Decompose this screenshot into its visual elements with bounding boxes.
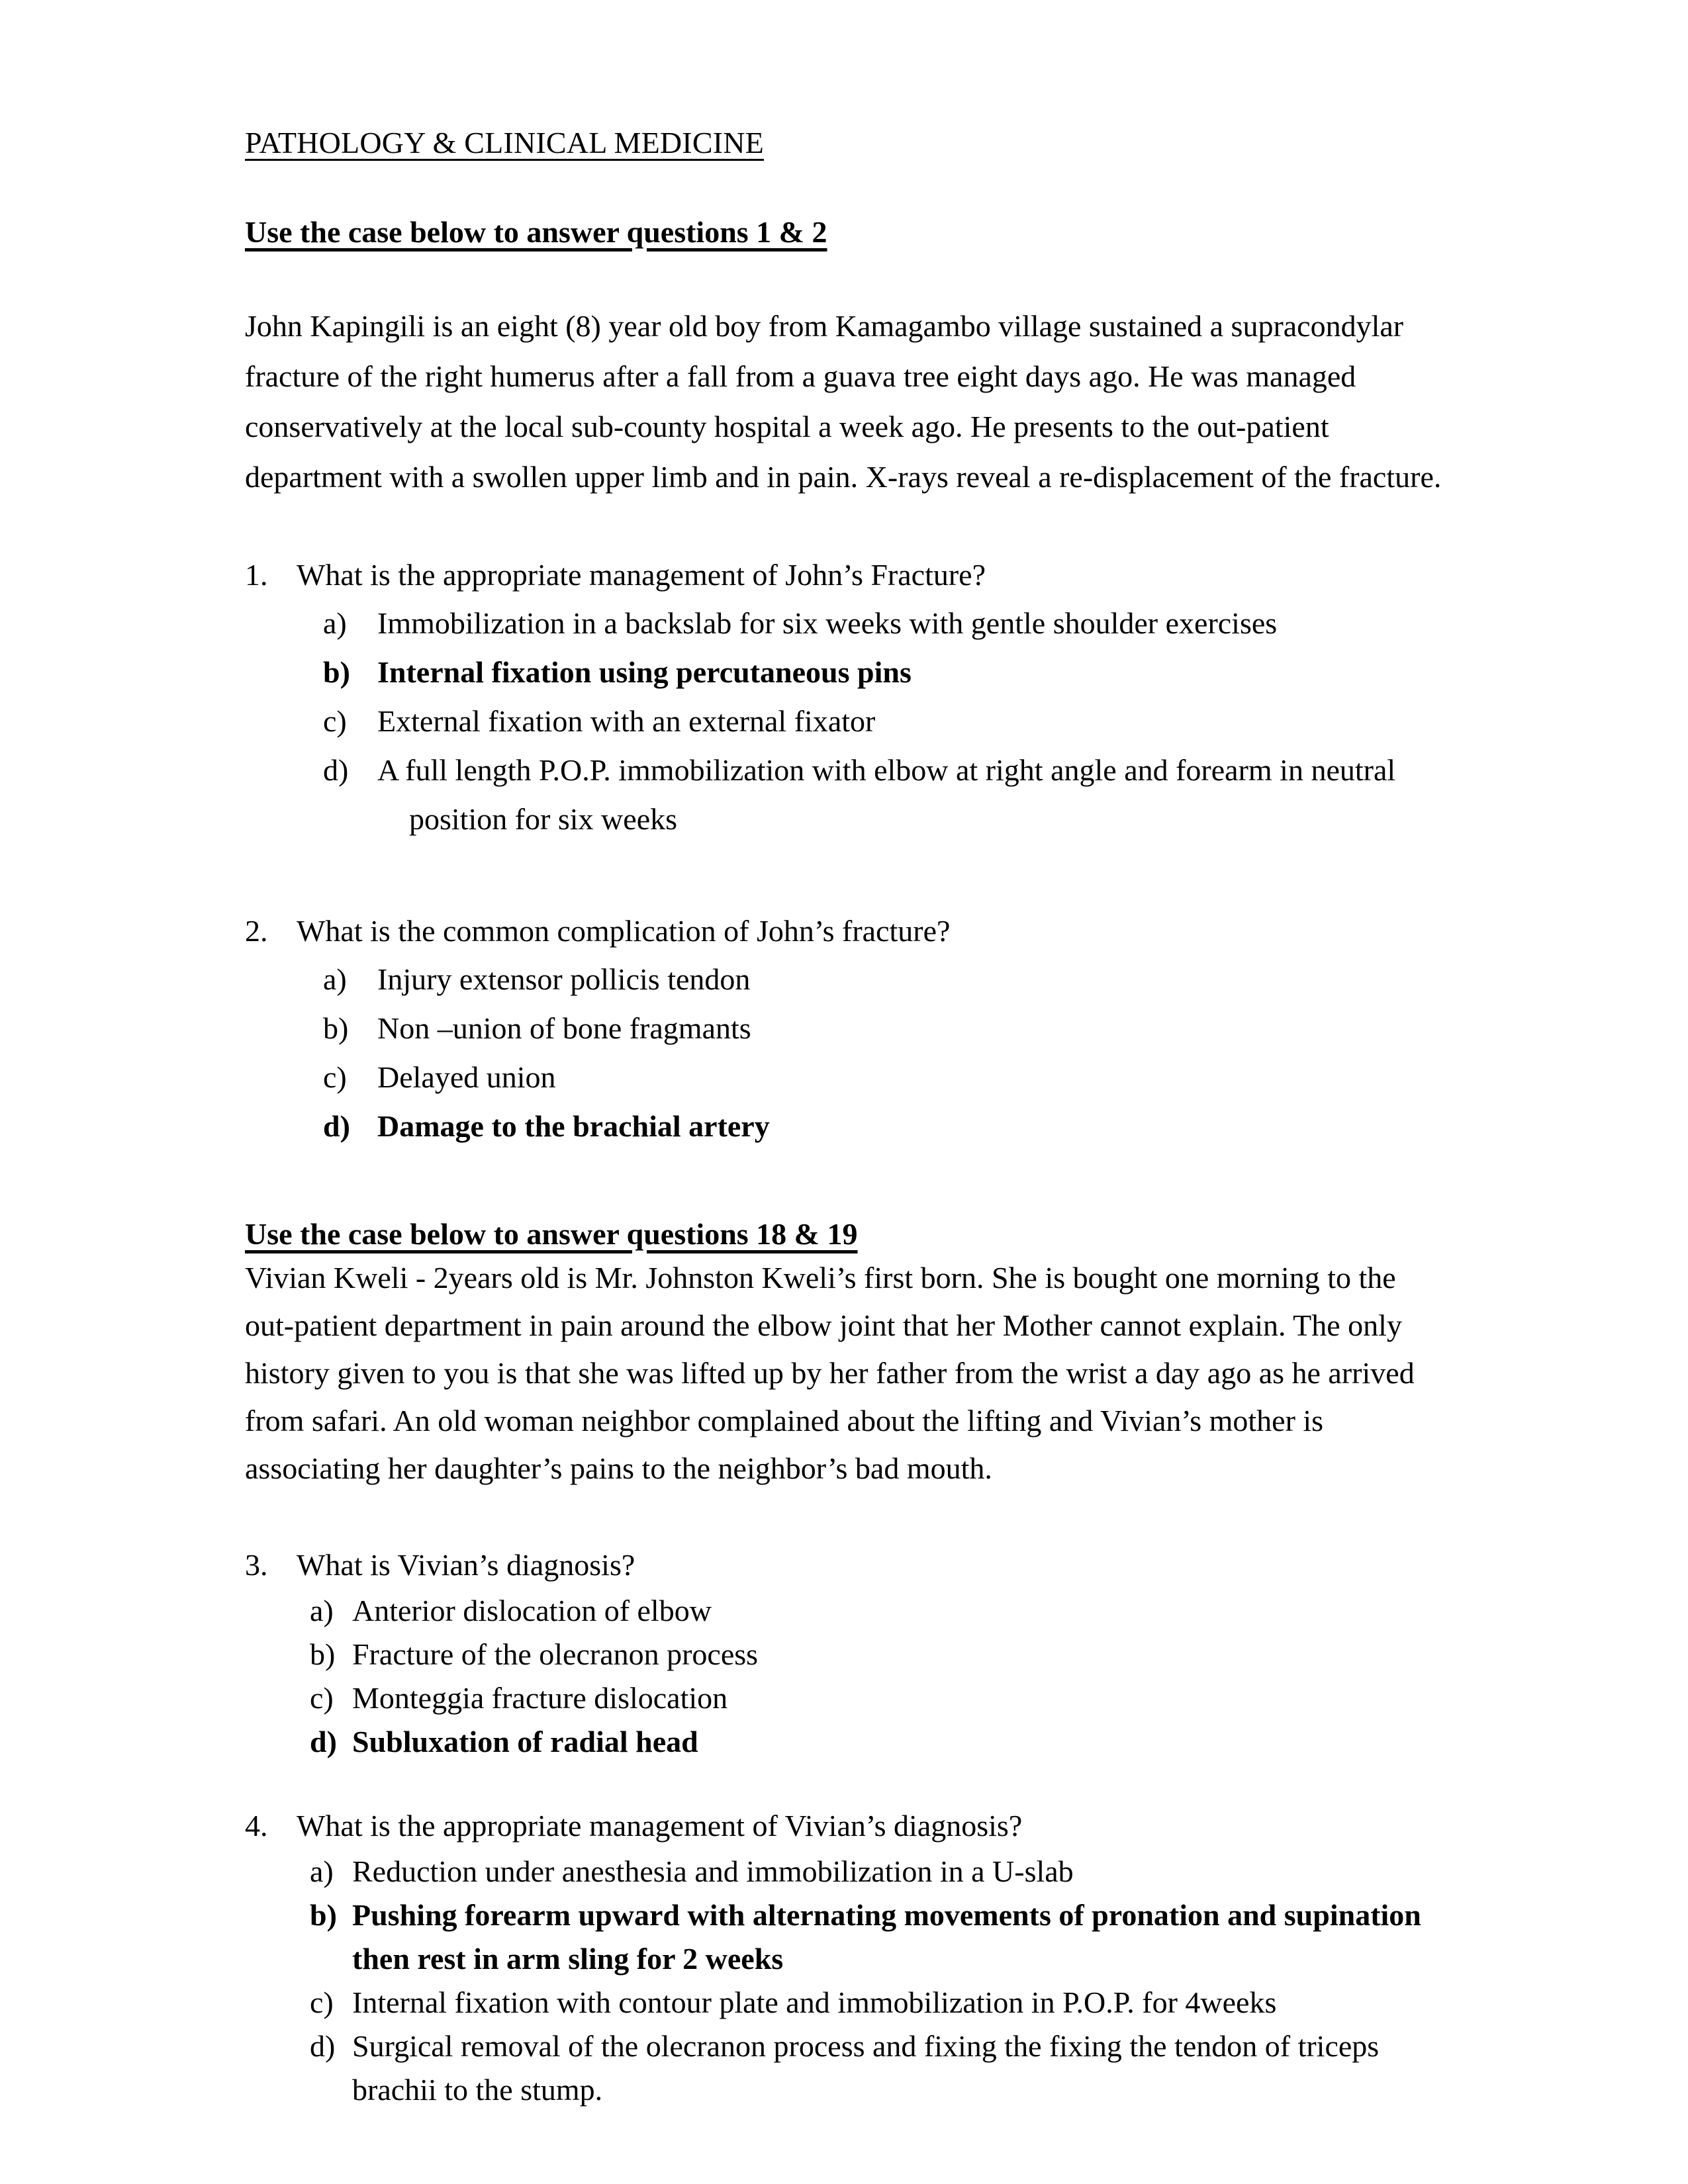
case-heading-1: Use the case below to answer questions 1 & 2: [245, 215, 827, 249]
question-number: 3.: [245, 1548, 268, 1582]
question-stem-1: [245, 551, 1450, 599]
option-item[interactable]: [310, 1633, 1450, 1676]
option-text: Subluxation of radial head: [352, 1725, 698, 1758]
option-letter: b): [323, 1011, 349, 1045]
option-letter: b): [323, 655, 350, 689]
question-block-1: [245, 551, 1450, 844]
question-text: What is the appropriate management of John’s Fracture?: [297, 558, 986, 592]
option-letter: a): [323, 962, 347, 996]
spacer: [245, 1151, 1450, 1214]
option-text: Non –union of bone fragmants: [377, 1011, 751, 1045]
option-text: Internal fixation with contour plate and immobilization in P.O.P. for 4weeks: [352, 1985, 1277, 2019]
spacer: [245, 502, 1450, 551]
option-text: Delayed union: [377, 1060, 556, 1094]
option-letter: d): [310, 1725, 337, 1758]
option-letter: d): [323, 753, 349, 787]
question-stem-2: [245, 907, 1450, 955]
option-item[interactable]: [323, 1004, 1450, 1053]
option-item[interactable]: [323, 1053, 1450, 1102]
option-letter: a): [310, 1854, 334, 1888]
option-list-3: [245, 1589, 1450, 1764]
option-list-1: [245, 599, 1450, 844]
option-text: Pushing forearm upward with alternating movements of pronation and supination then rest in arm sling for 2 weeks: [352, 1898, 1421, 1976]
option-list-4: [245, 1850, 1450, 2112]
question-number: 4.: [245, 1809, 268, 1843]
option-letter: c): [323, 1060, 347, 1094]
option-letter: c): [310, 1681, 334, 1715]
option-item[interactable]: [310, 1589, 1450, 1633]
option-text-line-2: position for six weeks: [409, 802, 678, 836]
option-letter: a): [323, 606, 347, 640]
option-item[interactable]: [310, 1893, 1450, 1981]
page-title: PATHOLOGY & CLINICAL MEDICINE: [245, 126, 764, 159]
case-paragraph-2: Vivian Kweli - 2years old is Mr. Johnston Kweli’s first born. She is bought one morning to the out-patient department in pain around the elbow joint that her Mother cannot explain. The only history given to you is that she was lifted up by her father from the wrist a day ago as he arrived from safari. An old woman neighbor complained about the lifting and Vivian’s mother is associating her daughter’s pains to the neighbor’s bad mouth.: [245, 1261, 1415, 1485]
question-text: What is the common complication of John’s fracture?: [297, 914, 951, 948]
question-text: What is the appropriate management of Vivian’s diagnosis?: [297, 1809, 1023, 1843]
question-number: 2.: [245, 914, 268, 948]
option-letter: c): [310, 1985, 334, 2019]
option-item[interactable]: [310, 1850, 1450, 1893]
option-letter: b): [310, 1898, 337, 1932]
option-item[interactable]: [323, 955, 1450, 1004]
spacer: [245, 163, 1450, 212]
option-text: Fracture of the olecranon process: [352, 1637, 759, 1671]
case-heading-2: Use the case below to answer questions 18 & 19: [245, 1217, 858, 1251]
question-stem-4: [245, 1802, 1450, 1850]
spacer: [245, 844, 1450, 907]
option-text: Internal fixation using percutaneous pins: [377, 655, 912, 689]
question-block-3: [245, 1541, 1450, 1764]
option-text: Surgical removal of the olecranon process and fixing the fixing the tendon of triceps brachii to the stump.: [352, 2029, 1380, 2107]
option-text: Immobilization in a backslab for six weeks with gentle shoulder exercises: [377, 606, 1278, 640]
question-stem-3: [245, 1541, 1450, 1589]
option-text: Damage to the brachial artery: [377, 1109, 770, 1143]
option-item[interactable]: [323, 1102, 1450, 1151]
option-item[interactable]: [310, 1981, 1450, 2025]
case-paragraph-1: John Kapingili is an eight (8) year old boy from Kamagambo village sustained a supracondylar fracture of the right humerus after a fall from a guava tree eight days ago. He was managed conservatively at the local sub-county hospital a week ago. He presents to the out-patient department with a swollen upper limb and in pain. X-rays reveal a re-displacement of the fracture.: [245, 309, 1442, 494]
option-letter: d): [323, 1109, 350, 1143]
option-item[interactable]: [310, 1676, 1450, 1720]
spacer: [245, 1492, 1450, 1541]
option-letter: c): [323, 704, 347, 738]
option-text: [377, 746, 1450, 844]
option-item[interactable]: [323, 599, 1450, 648]
question-number: 1.: [245, 558, 268, 592]
question-block-4: [245, 1802, 1450, 2112]
option-text: Anterior dislocation of elbow: [352, 1594, 712, 1627]
option-text: Reduction under anesthesia and immobilization in a U-slab: [352, 1854, 1074, 1888]
question-block-2: [245, 907, 1450, 1151]
option-text: Monteggia fracture dislocation: [352, 1681, 728, 1715]
option-list-2: [245, 955, 1450, 1151]
option-text: External fixation with an external fixator: [377, 704, 876, 738]
option-text: Injury extensor pollicis tendon: [377, 962, 751, 996]
option-item[interactable]: [310, 2025, 1450, 2112]
option-item[interactable]: [323, 746, 1450, 844]
spacer: [245, 1764, 1450, 1802]
option-text-line-1: A full length P.O.P. immobilization with elbow at right angle and forearm in neutral: [377, 753, 1396, 787]
option-item[interactable]: [310, 1720, 1450, 1764]
option-item[interactable]: [323, 648, 1450, 697]
spacer: [245, 252, 1450, 301]
option-item[interactable]: [323, 697, 1450, 746]
question-text: What is Vivian’s diagnosis?: [297, 1548, 635, 1582]
option-letter: d): [310, 2029, 336, 2063]
option-letter: a): [310, 1594, 334, 1627]
option-letter: b): [310, 1637, 336, 1671]
